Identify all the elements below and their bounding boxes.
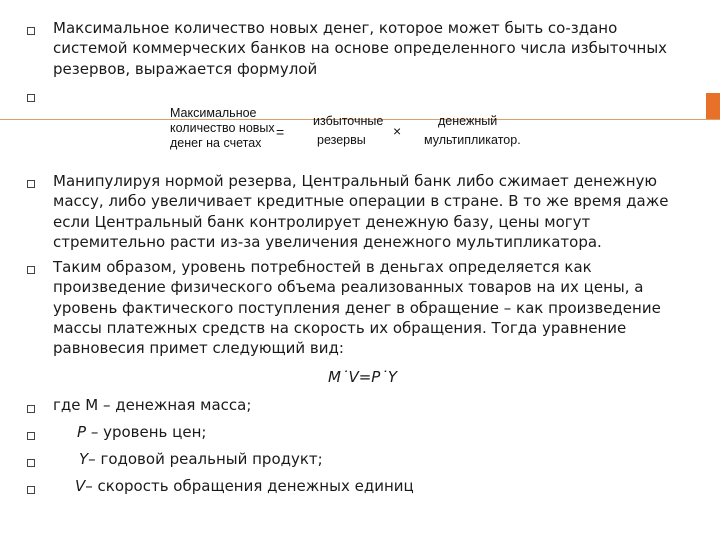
equals-sign: =: [276, 124, 285, 140]
formula-money-multiplier: денежный мультипликатор.: [424, 114, 521, 147]
bullet-icon: [27, 27, 35, 35]
accent-bar: [706, 93, 720, 119]
money-multiplier-formula: [160, 98, 530, 168]
formula-lhs: Максимальное количество новых денег на счетах: [170, 106, 275, 150]
equilibrium-paragraph: Таким образом, уровень потребностей в деньгах определяется как произведение физического объема реализованных товаров на их цены, а уровень фактического поступления денег в обращение – как произведение массы платежных средств на скорость их обращения. Тогда уравнение равновесия примет следующий вид:: [53, 258, 661, 358]
def-m: где М – денежная масса;: [53, 396, 252, 414]
symbol-v: V: [75, 477, 86, 495]
def-v: V– скорость обращения денежных единиц: [75, 477, 414, 495]
bullet-icon: [27, 180, 35, 188]
symbol-y: Y: [79, 450, 89, 468]
def-p: P – уровень цен;: [77, 423, 207, 441]
multiply-sign: ×: [393, 123, 402, 139]
reserve-paragraph: Манипулируя нормой резерва, Центральный банк либо сжимает денежную массу, либо увеличивает кредитные операции в стране. В то же время даже если Центральный банк контролирует денежную базу, цены могут стремительно расти из-за увеличения денежного мультипликатора.: [53, 172, 669, 251]
intro-paragraph: Максимальное количество новых денег, которое может быть со-здано системой коммерческих банков на основе определенного числа избыточных резервов, выражается формулой: [53, 19, 668, 78]
bullet-icon: [27, 266, 35, 274]
bullet-icon: [27, 405, 35, 413]
bullet-icon: [27, 432, 35, 440]
bullet-icon: [27, 94, 35, 102]
bullet-icon: [27, 486, 35, 494]
formula-excess-reserves: избыточные резервы: [313, 114, 384, 147]
def-y: Y– годовой реальный продукт;: [79, 450, 323, 468]
symbol-p: P: [77, 423, 87, 441]
bullet-icon: [27, 459, 35, 467]
quantity-equation: M˙V=P˙Y: [328, 368, 397, 386]
